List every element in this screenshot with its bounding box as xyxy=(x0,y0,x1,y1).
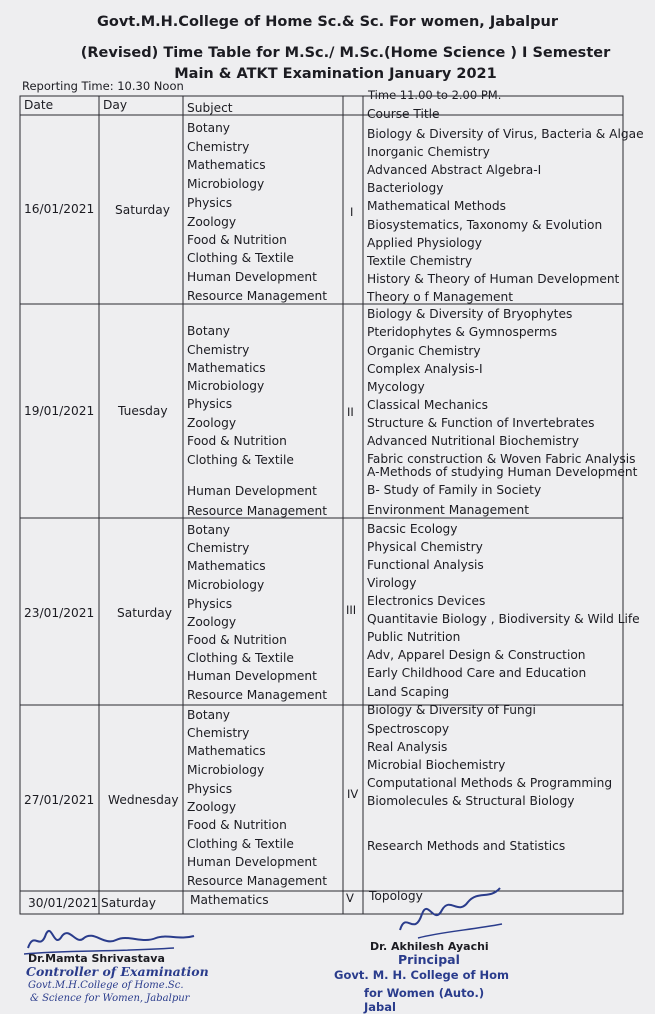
course-cell: Textile Chemistry xyxy=(367,254,473,268)
subject-cell: Resource Management xyxy=(187,504,328,518)
subject-cell: Clothing & Textile xyxy=(187,837,294,851)
header-day: Day xyxy=(103,98,128,112)
subject-cell: Resource Management xyxy=(187,874,328,888)
course-cell: Research Methods and Statistics xyxy=(367,839,566,853)
exam-date: 30/01/2021 xyxy=(28,896,99,910)
exam-day: Saturday xyxy=(115,203,170,217)
subject-cell: Mathematics xyxy=(187,744,266,758)
course-cell: Microbial Biochemistry xyxy=(367,758,506,772)
subject-cell: Chemistry xyxy=(187,726,250,740)
course-cell: Complex Analysis-I xyxy=(367,362,483,376)
controller-title: Controller of Examination xyxy=(26,964,209,979)
exam-date: 27/01/2021 xyxy=(24,793,95,807)
course-cell: Public Nutrition xyxy=(367,630,461,644)
course-cell: Biology & Diversity of Bryophytes xyxy=(367,307,573,321)
subject-cell: Microbiology xyxy=(187,763,265,777)
course-cell: Structure & Function of Invertebrates xyxy=(367,416,595,430)
subject-cell: Physics xyxy=(187,397,233,411)
subject-cell: Mathematics xyxy=(187,559,266,573)
course-cell: Applied Physiology xyxy=(367,236,482,250)
header-subject: Subject xyxy=(187,101,233,115)
exam-title: Main & ATKT Examination January 2021 xyxy=(174,66,497,82)
subject-cell: Zoology xyxy=(187,800,237,814)
subject-cell: Chemistry xyxy=(187,541,250,555)
course-cell: Mycology xyxy=(367,380,425,394)
subject-cell: Zoology xyxy=(187,416,237,430)
paper-number: III xyxy=(346,603,357,617)
subject-cell: Resource Management xyxy=(187,289,328,303)
subject-cell: Zoology xyxy=(187,215,237,229)
course-cell: Functional Analysis xyxy=(367,558,484,572)
course-cell: Computational Methods & Programming xyxy=(367,776,613,790)
course-cell: Biosystematics, Taxonomy & Evolution xyxy=(367,218,603,232)
subject-cell: Microbiology xyxy=(187,177,265,191)
course-cell: A-Methods of studying Human Development xyxy=(367,465,638,479)
exam-day: Tuesday xyxy=(118,404,168,418)
paper-number: I xyxy=(350,205,354,219)
course-cell: Physical Chemistry xyxy=(367,540,483,554)
subject-cell: Mathematics xyxy=(190,893,269,907)
subject-cell: Clothing & Textile xyxy=(187,651,294,665)
subject-cell: Zoology xyxy=(187,615,237,629)
course-cell: Organic Chemistry xyxy=(367,344,481,358)
exam-date: 23/01/2021 xyxy=(24,606,95,620)
subject-cell: Clothing & Textile xyxy=(187,453,294,467)
subject-cell: Food & Nutrition xyxy=(187,434,287,448)
subject-cell: Food & Nutrition xyxy=(187,818,287,832)
subject-cell: Microbiology xyxy=(187,379,265,393)
subject-cell: Botany xyxy=(187,324,231,338)
exam-day: Saturday xyxy=(117,606,172,620)
course-cell: Biology & Diversity of Fungi xyxy=(367,703,536,717)
course-cell: Bacsic Ecology xyxy=(367,522,458,536)
subject-cell: Chemistry xyxy=(187,343,250,357)
exam-day: Saturday xyxy=(101,896,156,910)
course-cell: Classical Mechanics xyxy=(367,398,488,412)
subject-cell: Mathematics xyxy=(187,361,266,375)
subject-cell: Botany xyxy=(187,708,231,722)
subject-cell: Botany xyxy=(187,121,231,135)
exam-date: 19/01/2021 xyxy=(24,404,95,418)
course-cell: Fabric construction & Woven Fabric Analysis xyxy=(367,452,636,466)
subject-cell: Food & Nutrition xyxy=(187,633,287,647)
course-cell: Bacteriology xyxy=(367,181,444,195)
course-cell: Advanced Nutritional Biochemistry xyxy=(367,434,579,448)
controller-name: Dr.Mamta Shrivastava xyxy=(28,952,165,965)
course-cell: Spectroscopy xyxy=(367,722,450,736)
subject-cell: Mathematics xyxy=(187,158,266,172)
paper-number: II xyxy=(347,405,354,419)
course-cell: History & Theory of Human Development xyxy=(367,272,620,286)
controller-stamp-line1: Govt.M.H.College of Home.Sc. xyxy=(28,980,184,991)
course-cell: Mathematical Methods xyxy=(367,199,506,213)
course-cell: Adv, Apparel Design & Construction xyxy=(367,648,586,662)
subject-cell: Clothing & Textile xyxy=(187,251,294,265)
course-cell: Inorganic Chemistry xyxy=(367,145,490,159)
subject-cell: Physics xyxy=(187,597,233,611)
subject-cell: Human Development xyxy=(187,484,317,498)
exam-date: 16/01/2021 xyxy=(24,202,95,216)
college-title: Govt.M.H.College of Home Sc.& Sc. For women, Jabalpur xyxy=(96,14,559,30)
course-cell: Virology xyxy=(367,576,417,590)
principal-stamp-line2: for Women (Auto.) Jabal xyxy=(364,986,485,1014)
course-cell: Electronics Devices xyxy=(367,594,486,608)
controller-signature-block xyxy=(24,930,224,1012)
principal-name: Dr. Akhilesh Ayachi xyxy=(370,940,489,953)
course-cell: B- Study of Family in Society xyxy=(367,483,542,497)
subject-cell: Botany xyxy=(187,523,231,537)
subject-cell: Physics xyxy=(187,782,233,796)
course-cell: Pteridophytes & Gymnosperms xyxy=(367,325,558,339)
controller-stamp-line2: & Science for Women, Jabalpur xyxy=(30,993,190,1004)
course-cell: Quantitavie Biology , Biodiversity & Wild Life xyxy=(367,612,640,626)
course-cell: Topology xyxy=(369,889,423,903)
subject-cell: Human Development xyxy=(187,669,317,683)
subject-cell: Chemistry xyxy=(187,140,250,154)
subject-cell: Resource Management xyxy=(187,688,328,702)
principal-stamp-line1: Govt. M. H. College of Hom xyxy=(334,968,509,982)
subject-cell: Human Development xyxy=(187,855,317,869)
subject-cell: Physics xyxy=(187,196,233,210)
course-cell: Land Scaping xyxy=(367,685,450,699)
course-cell: Biology & Diversity of Virus, Bacteria & Algae xyxy=(367,127,644,141)
exam-time: Time 11.00 to 2.00 PM. xyxy=(368,88,502,102)
course-cell: Environment Management xyxy=(367,503,529,517)
subject-cell: Microbiology xyxy=(187,578,265,592)
course-cell: Real Analysis xyxy=(367,740,448,754)
timetable-title: (Revised) Time Table for M.Sc./ M.Sc.(Home Science ) I Semester xyxy=(80,45,611,61)
course-cell: Early Childhood Care and Education xyxy=(367,666,587,680)
course-cell: Advanced Abstract Algebra-I xyxy=(367,163,542,177)
header-date: Date xyxy=(24,98,54,112)
principal-title: Principal xyxy=(398,952,460,967)
header-course-title: Course Title xyxy=(367,107,440,121)
reporting-time: Reporting Time: 10.30 Noon xyxy=(22,79,184,93)
exam-day: Wednesday xyxy=(108,793,179,807)
principal-signature-block xyxy=(330,880,520,1014)
paper-number: V xyxy=(346,891,354,905)
subject-cell: Human Development xyxy=(187,270,317,284)
course-cell: Biomolecules & Structural Biology xyxy=(367,794,575,808)
paper-number: IV xyxy=(347,787,359,801)
course-cell: Theory o f Management xyxy=(367,290,514,304)
subject-cell: Food & Nutrition xyxy=(187,233,287,247)
